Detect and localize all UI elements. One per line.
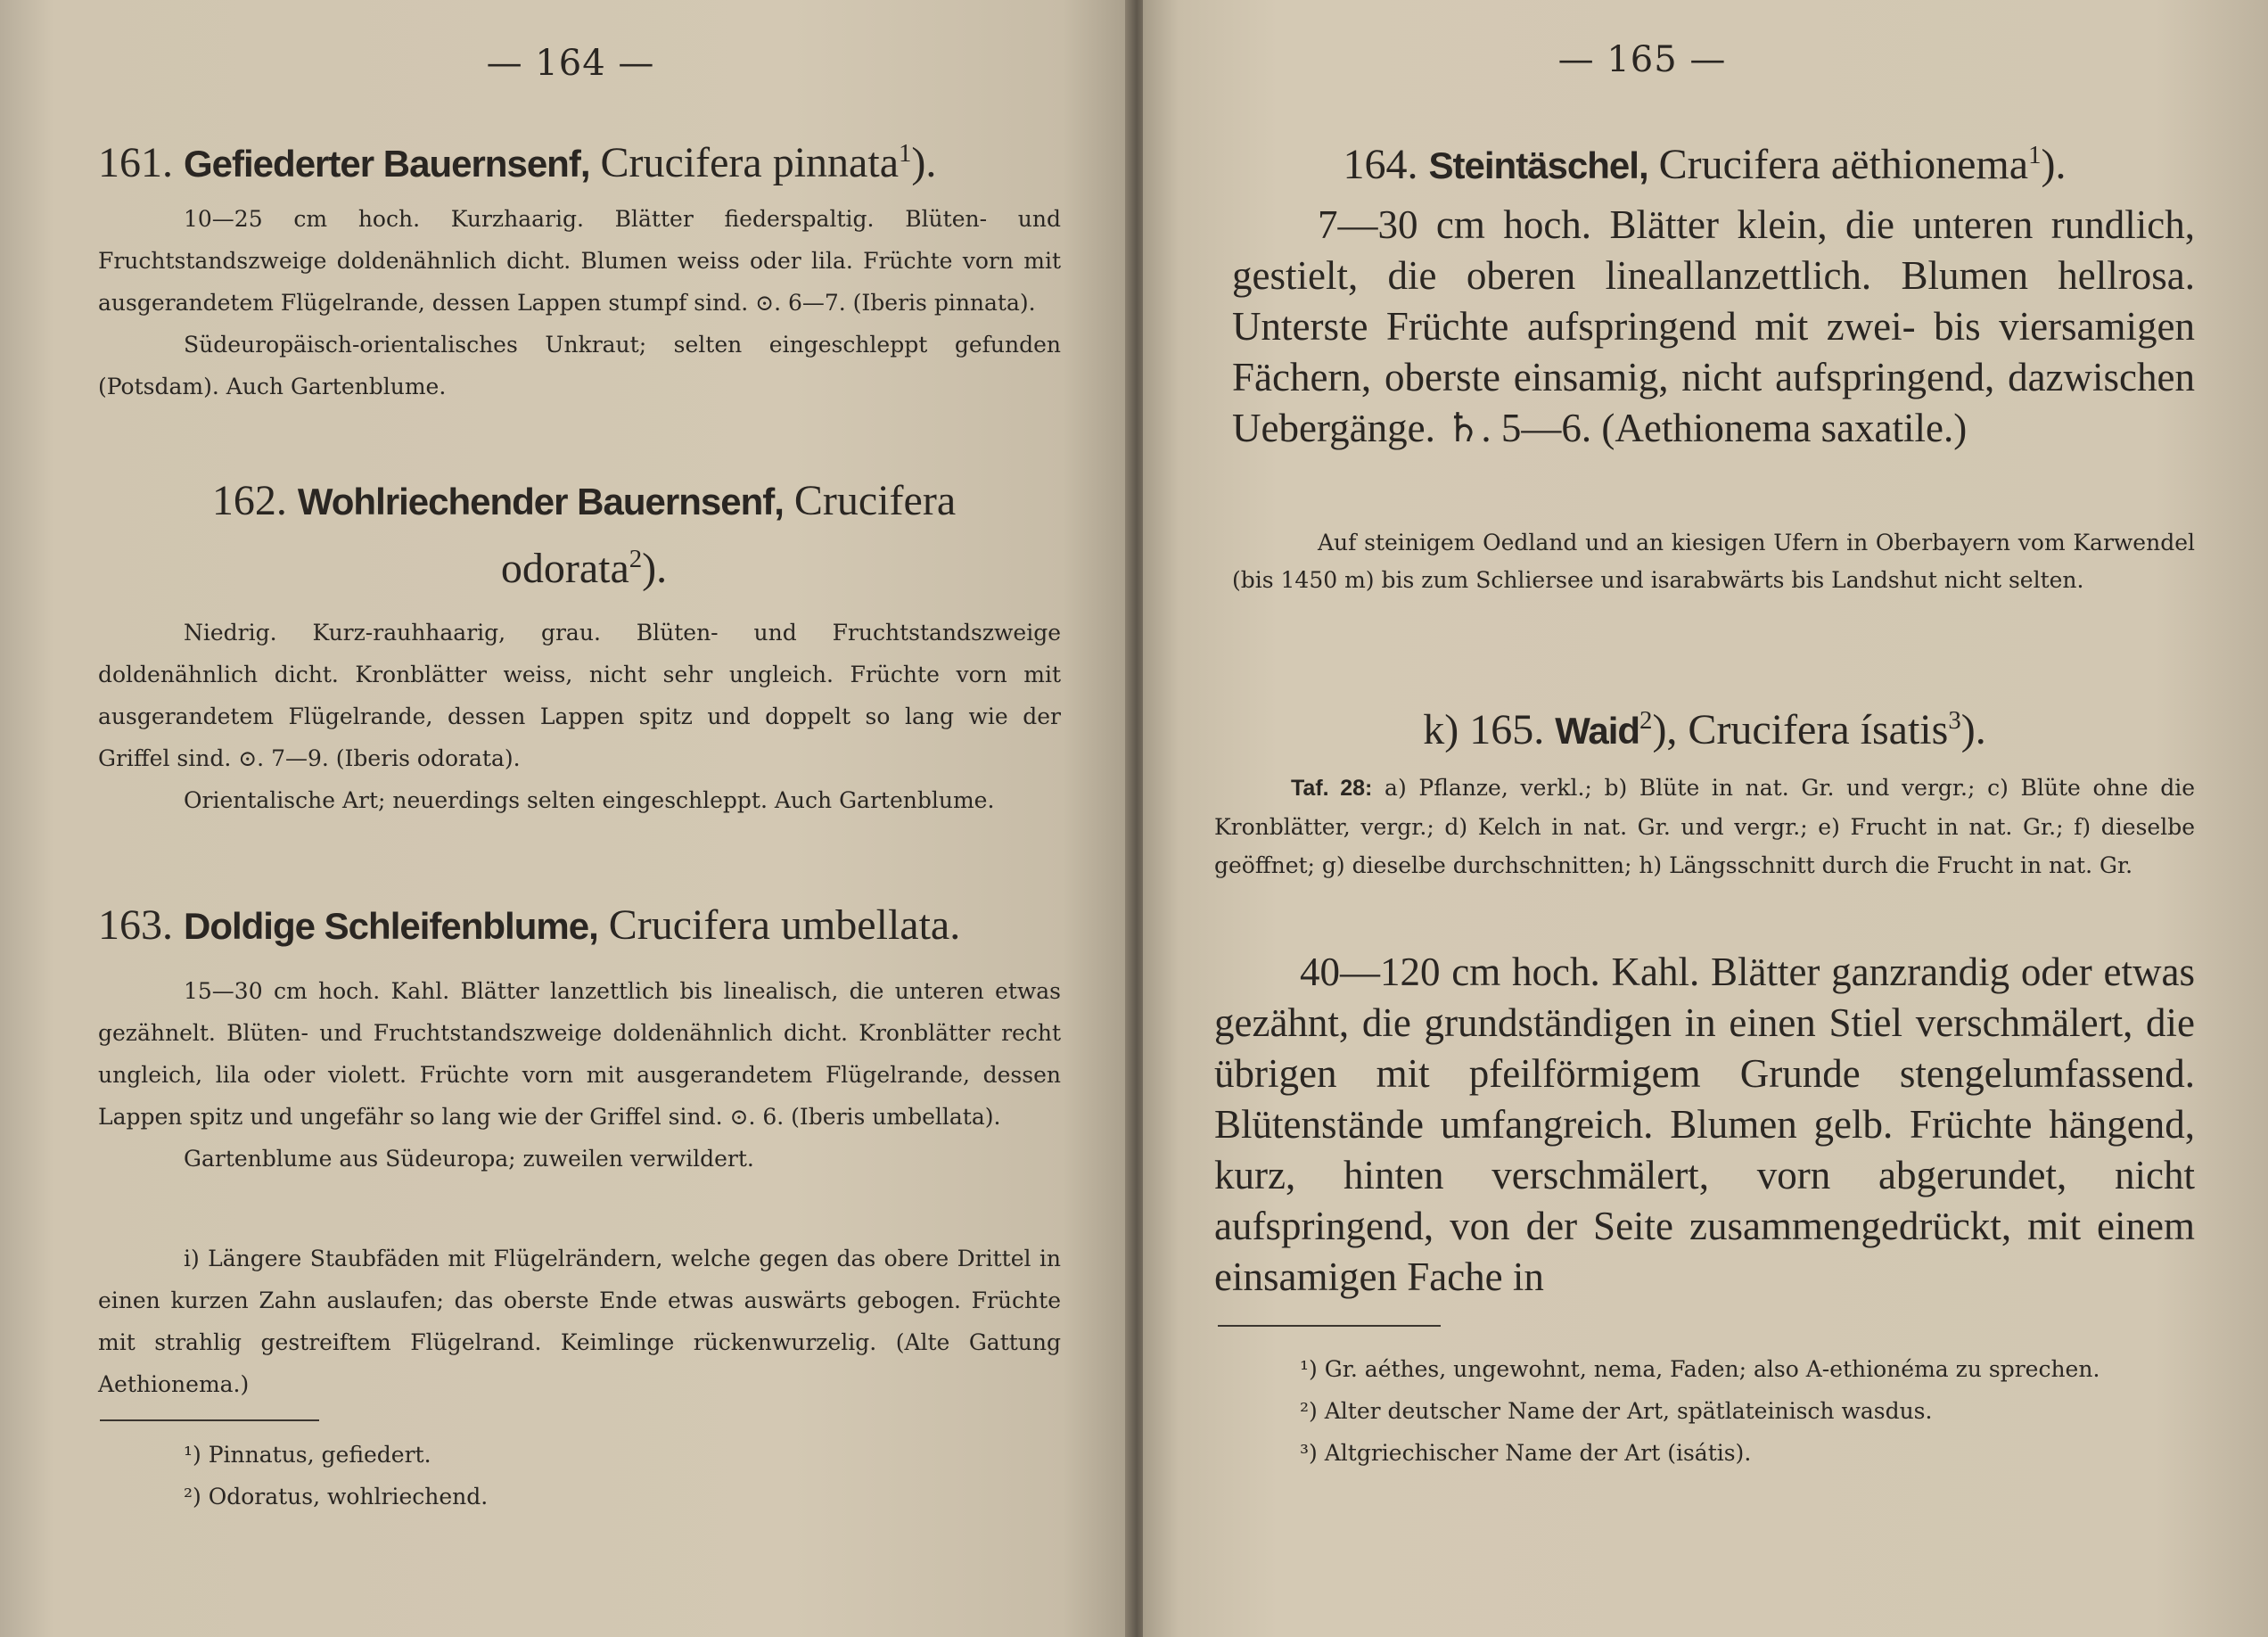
footnote-rule [100, 1419, 319, 1421]
plate-description: a) Pflanze, verkl.; b) Blüte in nat. Gr. und vergr.; c) Blüte ohne die Kronblätter, vergr.; d) Kelch in nat. Gr. und vergr.; e) Frucht in nat. Gr.; f) dieselbe geöffnet; g) dieselbe durchschnitten; h) Längsschnitt durch die Frucht in nat. Gr. [1214, 775, 2195, 878]
footnote: ²) Alter deutscher Name der Art, spätlateinisch wasdus. [1300, 1398, 1933, 1424]
description: Niedrig. Kurz-rauhhaarig, grau. Blüten- und Fruchtstandszweige doldenähnlich dicht. Kronblätter weiss, nicht sehr ungleich. Früchte vorn mit ausgerandetem Flügelrande, dessen Lappen spitz und doppelt so lang wie der Griffel sind. ⊙. 7—9. (Iberis odorata). [98, 620, 1061, 771]
entry-163-title [98, 897, 1070, 955]
right-page [1143, 0, 2268, 1637]
footnote: ¹) Pinnatus, gefiedert. [184, 1442, 431, 1468]
footnote-mark: 2 [629, 545, 643, 573]
footnote-mark: 1 [899, 139, 912, 168]
left-page [0, 0, 1130, 1637]
footnote: ²) Odoratus, wohlriechend. [184, 1484, 489, 1509]
footnotes [98, 1434, 1061, 1518]
distribution: Gartenblume aus Südeuropa; zuweilen verwildert. [184, 1146, 754, 1172]
distribution: Südeuropäisch-orientalisches Unkraut; selten eingeschleppt gefunden (Potsdam). Auch Gartenblume. [98, 332, 1061, 399]
entry-number: 162. [211, 477, 287, 524]
entry-number: 163. [98, 901, 173, 949]
title-tail: ). [642, 545, 668, 592]
footnotes [1214, 1348, 2195, 1474]
entry-number: 164. [1343, 141, 1418, 188]
species-name: Wohlriechender Bauernsenf, [297, 481, 784, 522]
footnote-mark: 3 [1948, 706, 1961, 735]
description: 15—30 cm hoch. Kahl. Blätter lanzettlich bis linealisch, die unteren etwas gezähnelt. Blüten- und Fruchtstandszweige doldenähnlich dicht. Kronblätter recht ungleich, lila oder violett. Früchte vorn mit ausgerandetem Flügelrande, dessen Lappen spitz und ungefähr so lang wie der Griffel sind. ⊙. 6. (Iberis umbellata). [98, 978, 1061, 1130]
entry-164-title [1214, 127, 2195, 194]
entry-prefix: k) 165. [1423, 706, 1545, 753]
species-name: Waid [1555, 710, 1640, 752]
entry-162-title [98, 473, 1070, 597]
title-tail: ). [1960, 706, 1986, 753]
footnote-mark: 2 [1639, 706, 1653, 735]
species-name: Steintäschel, [1428, 144, 1648, 186]
entry-164-body [1232, 200, 2195, 454]
key-text: i) Längere Staubfäden mit Flügelrändern, welche gegen das obere Drittel in einen kurzen Zahn auslaufen; das oberste Ende etwas auswärts gebogen. Früchte mit strahlig gestreiftem Flügelrand. Keimlinge rückenwurzelig. (Alte Gattung Aethionema.) [98, 1246, 1061, 1397]
page-number: — 164 — [486, 43, 655, 84]
latin-name: Crucifera umbellata. [597, 901, 961, 949]
species-name: Gefiederter Bauernsenf, [184, 143, 590, 185]
title-tail: ). [911, 139, 937, 186]
entry-165-title [1214, 692, 2195, 760]
plate-caption [1214, 769, 2195, 884]
latin-name: Crucifera aëthionema [1648, 141, 2029, 188]
distribution: Auf steinigem Oedland und an kiesigen Ufern in Oberbayern vom Karwendel (bis 1450 m) bis zum Schliersee und isarabwärts bis Landshut nicht selten. [1232, 530, 2195, 593]
entry-161-body [98, 198, 1061, 407]
latin-name: ), Crucifera ísatis [1652, 706, 1949, 753]
footnote-rule [1218, 1325, 1441, 1327]
entry-161-title [98, 125, 1070, 193]
footnote: ¹) Gr. aéthes, ungewohnt, nema, Faden; also A-ethionéma zu sprechen. [1300, 1356, 2100, 1382]
latin-name: Crucifera pinnata [589, 139, 899, 186]
entry-163-body [98, 970, 1061, 1180]
footnote-mark: 1 [2028, 141, 2042, 169]
title-tail: ). [2041, 141, 2067, 188]
description: 40—120 cm hoch. Kahl. Blätter ganzrandig oder etwas gezähnt, die grundständigen in einen Stiel verschmälert, die übrigen mit pfeilförmigem Grunde stengelumfassend. Blütenstände umfangreich. Blumen gelb. Früchte hängend, kurz, hinten verschmälert, vorn abgerundet, nicht aufspringend, von der Seite zusammengedrückt, mit einem einsamigen Fache in [1214, 950, 2195, 1299]
entry-162-body [98, 612, 1061, 821]
plate-label: Taf. 28: [1291, 776, 1373, 801]
description: 10—25 cm hoch. Kurzhaarig. Blätter fiederspaltig. Blüten- und Fruchtstandszweige doldenähnlich dicht. Blumen weiss oder lila. Früchte vorn mit ausgerandetem Flügelrande, dessen Lappen stumpf sind. ⊙. 6—7. (Iberis pinnata). [98, 206, 1061, 316]
footnote: ³) Altgriechischer Name der Art (isátis). [1300, 1440, 1752, 1466]
distribution: Orientalische Art; neuerdings selten eingeschleppt. Auch Gartenblume. [184, 787, 995, 813]
species-name: Doldige Schleifenblume, [184, 905, 598, 947]
page-number: — 165 — [1557, 39, 1727, 80]
entry-164-distribution [1232, 524, 2195, 599]
entry-number: 161. [98, 139, 173, 186]
plate-text [1214, 769, 2195, 884]
latin-name: Crucifera odorata [500, 477, 957, 592]
entry-165-body [1214, 947, 2195, 1303]
description: 7—30 cm hoch. Blätter klein, die unteren rundlich, gestielt, die oberen lineallanzettlich. Blumen hellrosa. Unterste Früchte aufspringend mit zwei- bis viersamigen Fächern, oberste einsamig, nicht aufspringend, dazwischen Uebergänge. ♄. 5—6. (Aethionema saxatile.) [1232, 202, 2195, 450]
group-key-i [98, 1238, 1061, 1405]
